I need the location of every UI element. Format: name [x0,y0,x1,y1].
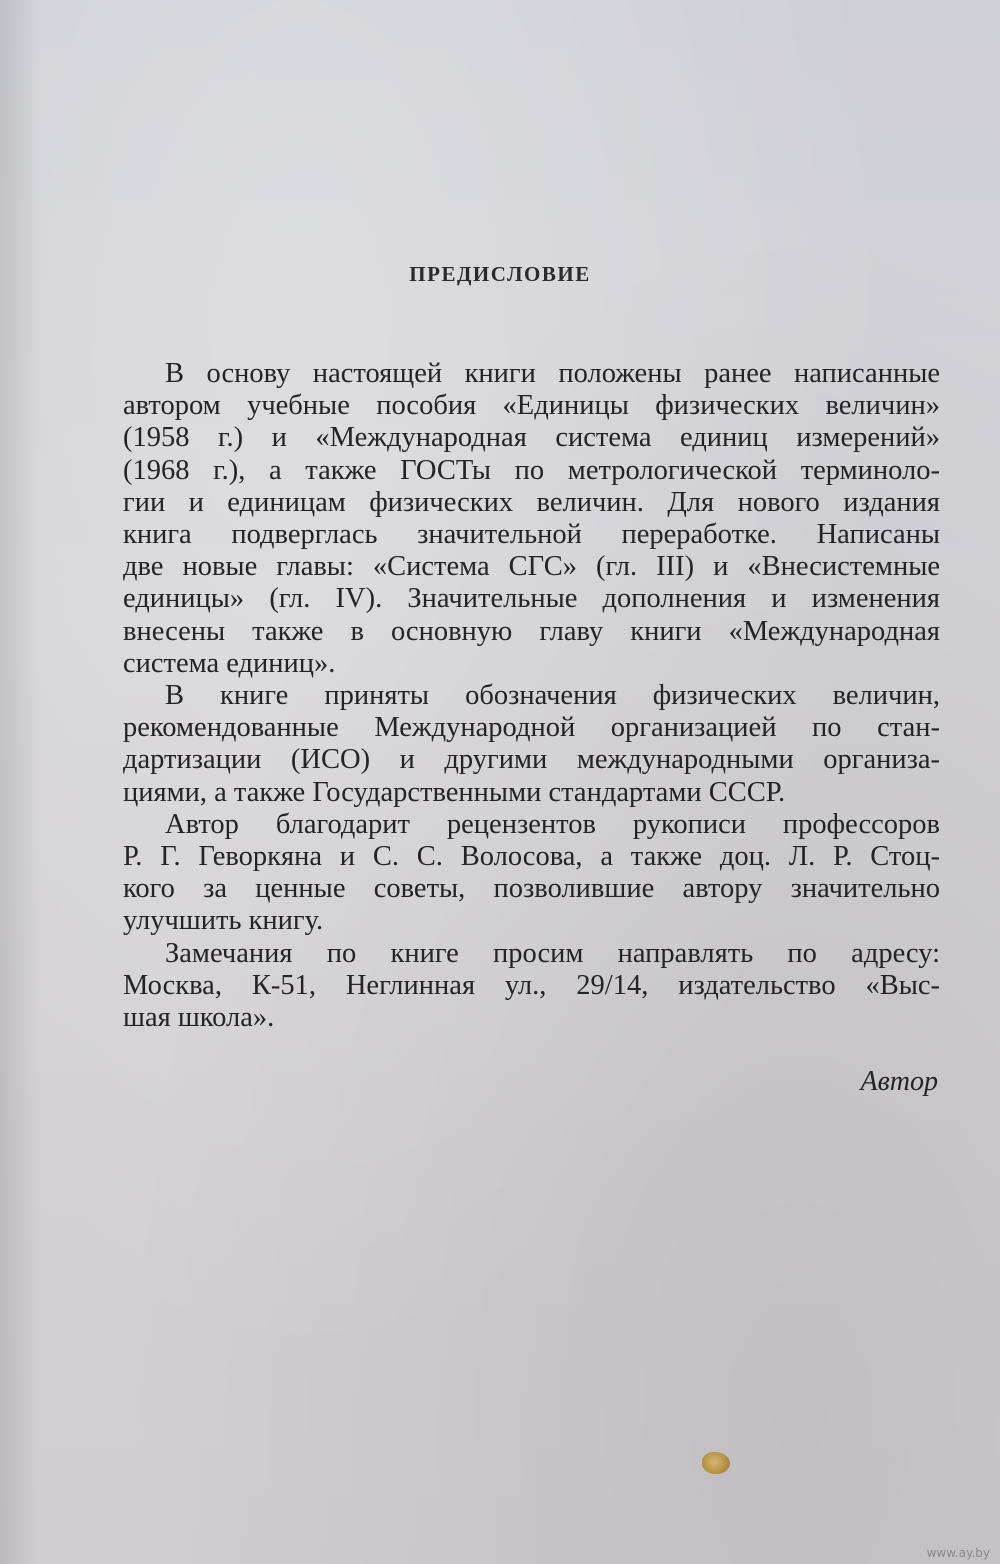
text-line: гии и единицам физических величин. Для нового издания [123,486,940,518]
text-line: Р. Г. Геворкяна и С. С. Волосова, а также доц. Л. Р. Стоц- [123,841,940,873]
text-line: кого за ценные советы, позволившие автору значительно [123,873,940,905]
text-line: единицы» (гл. IV). Значительные дополнения и изменения [123,583,940,615]
text-line: В основу настоящей книги положены ранее написанные [165,358,940,389]
text-line: шая школа». [123,1002,275,1034]
author-signature: Автор [860,1066,938,1097]
text-line: внесены также в основную главу книги «Международная [123,615,940,647]
text-line: рекомендованные Международной организацией по стан- [123,712,940,744]
text-line: циями, а также Государственными стандартами СССР. [123,776,786,808]
text-line: дартизации (ИСО) и другими международными организа- [123,744,940,776]
preface-body [83,358,940,1034]
paragraph-4 [83,938,940,1035]
paper-stain [702,1452,730,1474]
text-line: улучшить книгу. [123,905,324,937]
text-line: две новые главы: «Система СГС» (гл. III) и «Внесистемные [123,551,940,583]
text-line: Замечания по книге просим направлять по адресу: [165,937,940,969]
text-line: (1968 г.), а также ГОСТы по метрологической терминоло- [123,454,940,486]
text-line: автором учебные пособия «Единицы физических величин» [123,390,940,422]
text-line: Автор благодарит рецензентов рукописи профессоров [165,808,940,840]
text-line: Москва, К-51, Неглинная ул., 29/14, издательство «Выс- [123,969,940,1001]
text-line: В книге приняты обозначения физических величин, [165,680,940,712]
text-line: система единиц». [123,647,336,679]
site-watermark: www.ay.by [926,1546,990,1560]
paragraph-2 [83,680,940,809]
paragraph-3 [83,809,940,938]
paragraph-1 [83,358,940,680]
text-line: книга подверглась значительной переработке. Написаны [123,519,940,551]
page-title: ПРЕДИСЛОВИЕ [409,262,591,286]
page-gutter-shadow [0,0,40,1564]
text-line: (1958 г.) и «Международная система единиц измерений» [123,422,940,454]
